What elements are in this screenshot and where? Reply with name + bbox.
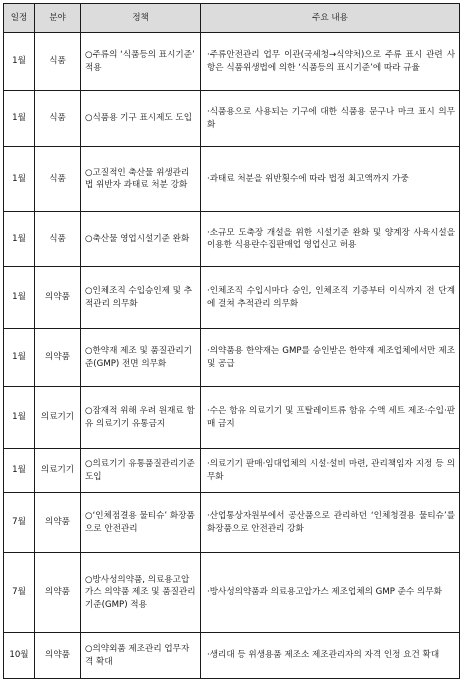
content-cell: ·주류안전관리 업무 이관(국세청→식약처)으로 주류 표시 관련 사항은 식품위생법에 의한 ‘식품등의 표시기준’에 따라 규율 xyxy=(201,33,460,91)
date-cell: 7월 xyxy=(4,493,35,553)
content-cell: ·산업통상자원부에서 공산품으로 관리하던 ‘인체청결용 물티슈’를 화장품으로 안전관리 강화 xyxy=(201,493,460,553)
table-header-row xyxy=(4,4,460,33)
field-cell: 의약품 xyxy=(35,329,81,387)
policy-cell: ○인체조직 수입승인제 및 추적관리 의무화 xyxy=(81,267,201,329)
policy-cell: ○잠재적 위해 우려 원재료 함유 의료기기 유통금지 xyxy=(81,387,201,449)
content-cell: ·소규모 도축장 개설을 위한 시설기준 완화 및 양계장 사육시설을 이용한 식용란수집판매업 영업신고 허용 xyxy=(201,212,460,267)
header-field: 분야 xyxy=(35,4,81,33)
date-cell: 10월 xyxy=(4,633,35,679)
content-cell: ·생리대 등 위생용품 제조소 제조관리자의 자격 인정 요건 확대 xyxy=(201,633,460,679)
table-row xyxy=(4,91,460,147)
date-cell: 1월 xyxy=(4,91,35,147)
content-cell: ·과태료 처분을 위반횟수에 따라 법정 최고액까지 가중 xyxy=(201,147,460,212)
content-cell: ·수은 함유 의료기기 및 프탈레이트류 함유 수액 세트 제조·수입·판매 금지 xyxy=(201,387,460,449)
content-cell: ·인체조직 수입시마다 승인, 인체조직 기증부터 이식까지 전 단계에 걸쳐 추적관리 의무화 xyxy=(201,267,460,329)
header-date: 일정 xyxy=(4,4,35,33)
field-cell: 의약품 xyxy=(35,267,81,329)
policy-cell: ○방사성의약품, 의료용고압가스 의약품 제조 및 품질관리기준(GMP) 적용 xyxy=(81,553,201,633)
header-content: 주요 내용 xyxy=(201,4,460,33)
policy-table xyxy=(3,3,460,679)
table-row xyxy=(4,553,460,633)
content-cell: ·의료기기 판매·임대업체의 시설·설비 마련, 관리책임자 지정 등 의무화 xyxy=(201,449,460,493)
field-cell: 의약품 xyxy=(35,493,81,553)
date-cell: 1월 xyxy=(4,387,35,449)
date-cell: 1월 xyxy=(4,33,35,91)
policy-cell: ○주류의 ‘식품등의 표시기준’ 적용 xyxy=(81,33,201,91)
table-row xyxy=(4,633,460,679)
table-row xyxy=(4,267,460,329)
content-cell: ·방사성의약품과 의료용고압가스 제조업체의 GMP 준수 의무화 xyxy=(201,553,460,633)
field-cell: 의약품 xyxy=(35,553,81,633)
table-row xyxy=(4,33,460,91)
policy-table-container xyxy=(3,3,459,679)
policy-cell: ○고질적인 축산물 위생관리법 위반자 과태료 처분 강화 xyxy=(81,147,201,212)
content-cell: ·의약품용 한약재는 GMP를 승인받은 한약재 제조업체에서만 제조 및 공급 xyxy=(201,329,460,387)
field-cell: 식품 xyxy=(35,91,81,147)
table-row xyxy=(4,449,460,493)
table-row xyxy=(4,493,460,553)
table-row xyxy=(4,329,460,387)
field-cell: 식품 xyxy=(35,33,81,91)
table-row xyxy=(4,387,460,449)
date-cell: 1월 xyxy=(4,329,35,387)
date-cell: 7월 xyxy=(4,553,35,633)
date-cell: 1월 xyxy=(4,267,35,329)
table-row xyxy=(4,212,460,267)
date-cell: 1월 xyxy=(4,212,35,267)
policy-cell: ○식품용 기구 표시제도 도입 xyxy=(81,91,201,147)
policy-cell: ○축산물 영업시설기준 완화 xyxy=(81,212,201,267)
date-cell: 1월 xyxy=(4,449,35,493)
policy-cell: ○의약외품 제조관리 업무자격 확대 xyxy=(81,633,201,679)
date-cell: 1월 xyxy=(4,147,35,212)
field-cell: 식품 xyxy=(35,212,81,267)
policy-cell: ○의료기기 유통품질관리기준 도입 xyxy=(81,449,201,493)
field-cell: 식품 xyxy=(35,147,81,212)
header-policy: 정책 xyxy=(81,4,201,33)
table-row xyxy=(4,147,460,212)
field-cell: 의료기기 xyxy=(35,449,81,493)
policy-cell: ○‘인체점결용 물티슈’ 화장품으로 안전관리 xyxy=(81,493,201,553)
field-cell: 의약품 xyxy=(35,633,81,679)
policy-cell: ○한약재 제조 및 품질관리기준(GMP) 전면 의무화 xyxy=(81,329,201,387)
field-cell: 의료기기 xyxy=(35,387,81,449)
content-cell: ·식품용으로 사용되는 기구에 대한 식품용 문구나 마크 표시 의무화 xyxy=(201,91,460,147)
